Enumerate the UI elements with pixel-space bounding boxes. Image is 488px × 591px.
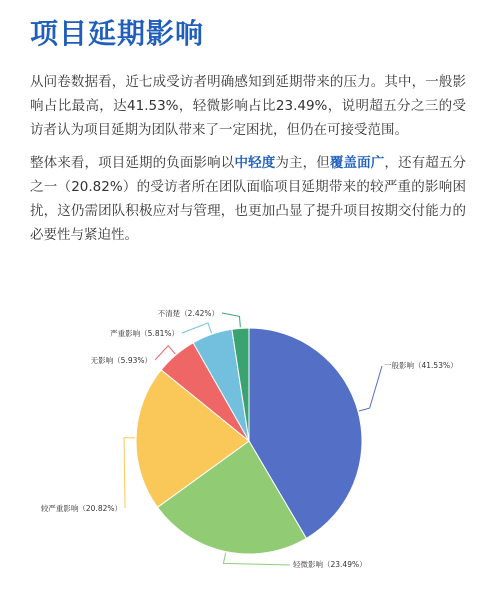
pie-leader-5 (182, 323, 212, 333)
paragraph-summary-text-3: ，还有超五分之一（20.82%）的受访者所在团队面临项目延期带来的较严重的影响困扰，这仍需团队积极应对与管理，也更加凸显了提升项目按期交付能力的必要性与紧迫性。 (30, 155, 467, 243)
pie-leader-3 (124, 438, 135, 508)
pie-label-2: 轻微影响（23.49%） (293, 560, 367, 569)
pie-label-6: 不清楚（2.42%） (157, 309, 219, 318)
pie-chart (0, 270, 488, 591)
paragraph-summary-text-2: 为主，但 (275, 155, 330, 171)
highlight-wide-coverage: 覆盖面广 (329, 155, 385, 171)
paragraph-summary (30, 151, 466, 247)
highlight-mild: 中轻度 (234, 155, 276, 171)
pie-label-5: 严重影响（5.81%） (110, 329, 179, 338)
page-title: 项目延期影响 (30, 17, 205, 50)
paragraph-intro: 从问卷数据看，近七成受访者明确感知到延期带来的压力。其中，一般影响占比最高，达41.53%，轻微影响占比23.49%，说明超五分之三的受访者认为项目延期为团队带来了一定困扰，但仍在可接受范围。 (30, 74, 466, 138)
pie-label-3: 较严重影响（20.82%） (40, 504, 122, 513)
pie-slices (136, 328, 362, 554)
pie-label-1: 一般影响（41.53%） (384, 361, 458, 370)
pie-leader-1 (359, 366, 382, 411)
pie-label-4: 无影响（5.93%） (90, 356, 152, 365)
pie-leader-2 (223, 553, 290, 565)
pie-leader-6 (222, 313, 240, 327)
paragraph-summary-text-1: 整体来看，项目延期的负面影响以 (30, 155, 235, 171)
